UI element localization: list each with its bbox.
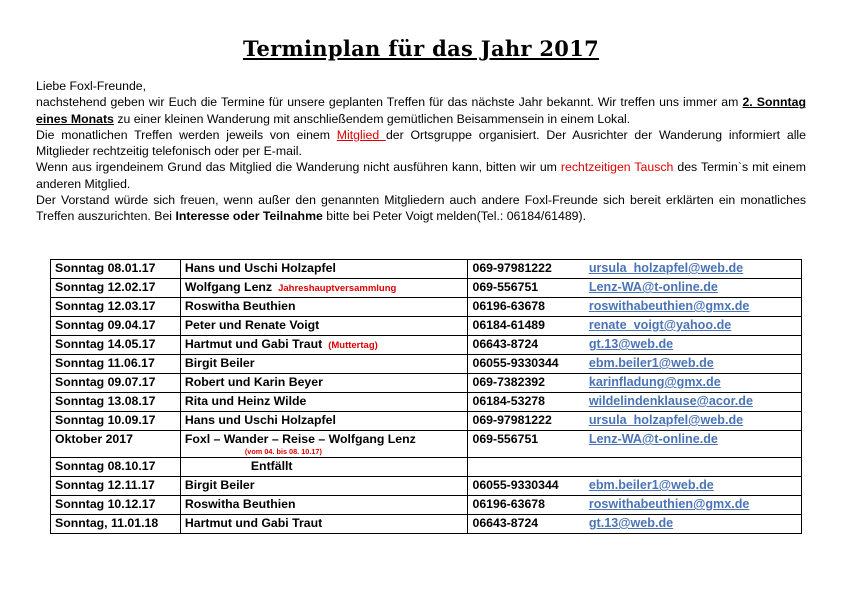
- email-link[interactable]: ursula_holzapfel@web.de: [585, 260, 802, 279]
- host-name: Robert und Karin Beyer: [184, 375, 323, 389]
- phone-cell: 06643-8724: [468, 515, 585, 534]
- host-name: Peter und Renate Voigt: [184, 318, 320, 332]
- phone-cell: 06196-63678: [468, 298, 585, 317]
- date-cell: Sonntag, 11.01.18: [51, 515, 181, 534]
- host-name: Foxl – Wander – Reise – Wolfgang Lenz: [184, 432, 416, 446]
- date-cell: Sonntag 08.10.17: [51, 458, 181, 477]
- email-link[interactable]: karinfladung@gmx.de: [585, 374, 802, 393]
- empty-contact-cell: [468, 458, 802, 477]
- date-cell: Sonntag 09.04.17: [51, 317, 181, 336]
- phone-cell: 069-97981222: [468, 260, 585, 279]
- host-cell: [180, 374, 468, 393]
- date-cell: Oktober 2017: [51, 431, 181, 458]
- host-cell: [180, 317, 468, 336]
- table-row: [51, 393, 802, 412]
- text: bitte bei Peter Voigt melden(Tel.: 06184/61489).: [322, 209, 587, 224]
- table-row: [51, 374, 802, 393]
- host-cell: [180, 355, 468, 374]
- intro-text: [36, 78, 806, 225]
- host-name: Roswitha Beuthien: [184, 497, 296, 511]
- host-cell: [180, 298, 468, 317]
- intro-paragraph-1: [36, 94, 806, 127]
- phone-cell: 06055-9330344: [468, 477, 585, 496]
- highlight-member: Mitglied: [336, 127, 386, 142]
- email-link[interactable]: ebm.beiler1@web.de: [585, 355, 802, 374]
- host-cell: [180, 279, 468, 298]
- date-cell: Sonntag 10.09.17: [51, 412, 181, 431]
- schedule-table: [50, 259, 802, 534]
- phone-cell: 06184-53278: [468, 393, 585, 412]
- table-row: [51, 298, 802, 317]
- highlight-meeting-day: 2. Sonntag eines Monats: [36, 95, 806, 126]
- host-name: Hartmut und Gabi Traut: [184, 337, 323, 351]
- table-row: [51, 515, 802, 534]
- host-name: Rita und Heinz Wilde: [184, 394, 307, 408]
- date-cell: Sonntag 08.01.17: [51, 260, 181, 279]
- date-cell: Sonntag 12.02.17: [51, 279, 181, 298]
- table-row: [51, 260, 802, 279]
- phone-cell: 06055-9330344: [468, 355, 585, 374]
- row-note: (Muttertag): [328, 340, 378, 351]
- host-name: Roswitha Beuthien: [184, 299, 296, 313]
- phone-cell: 06184-61489: [468, 317, 585, 336]
- host-cell: [180, 477, 468, 496]
- phone-cell: 069-7382392: [468, 374, 585, 393]
- date-cell: Sonntag 11.06.17: [51, 355, 181, 374]
- email-link[interactable]: roswithabeuthien@gmx.de: [585, 496, 802, 515]
- host-cell: [180, 458, 468, 477]
- email-link[interactable]: roswithabeuthien@gmx.de: [585, 298, 802, 317]
- email-link[interactable]: wildelindenklause@acor.de: [585, 393, 802, 412]
- date-cell: Sonntag 10.12.17: [51, 496, 181, 515]
- email-link[interactable]: ursula_holzapfel@web.de: [585, 412, 802, 431]
- table-row: [51, 496, 802, 515]
- email-link[interactable]: renate_voigt@yahoo.de: [585, 317, 802, 336]
- host-name: Birgit Beiler: [184, 478, 255, 492]
- table-row: [51, 336, 802, 355]
- intro-paragraph-4: [36, 192, 806, 225]
- text: Wenn aus irgendeinem Grund das Mitglied die Wanderung nicht ausführen kann, bitten wir um: [36, 160, 561, 175]
- cancelled-label: Entfällt: [250, 459, 293, 473]
- table-row: [51, 279, 802, 298]
- host-cell: [180, 336, 468, 355]
- text: der Ortsgruppe organisiert. Der Ausrichter der Wanderung informiert alle Mitglieder rechtzeitig telefonisch oder per E-mail.: [36, 127, 807, 159]
- phone-cell: 069-556751: [468, 279, 585, 298]
- row-subnote: (vom 04. bis 08. 10.17): [244, 447, 322, 456]
- table-row: [51, 355, 802, 374]
- email-link[interactable]: Lenz-WA@t-online.de: [585, 431, 802, 458]
- host-cell: [180, 412, 468, 431]
- highlight-interest: Interesse oder Teilnahme: [175, 209, 323, 224]
- table-row: [51, 412, 802, 431]
- text: Der Vorstand würde sich freuen, wenn außer den genannten Mitgliedern auch andere Foxl-Freunde sich bereit erklärten ein monatliches Treffen auszurichten. Bei: [36, 193, 806, 224]
- host-cell: [180, 496, 468, 515]
- highlight-swap: rechtzeitigen Tausch: [560, 160, 674, 175]
- host-cell: [180, 393, 468, 412]
- email-link[interactable]: gt.13@web.de: [585, 336, 802, 355]
- table-row: [51, 317, 802, 336]
- row-note: Jahreshauptversammlung: [278, 283, 397, 294]
- email-link[interactable]: Lenz-WA@t-online.de: [585, 279, 802, 298]
- intro-paragraph-3: [36, 159, 806, 192]
- text: des Termin`s mit einem anderen Mitglied.: [36, 160, 806, 191]
- table-row: [51, 458, 802, 477]
- date-cell: Sonntag 13.08.17: [51, 393, 181, 412]
- date-cell: Sonntag 12.11.17: [51, 477, 181, 496]
- page-title: Terminplan für das Jahr 2017: [242, 36, 600, 61]
- date-cell: Sonntag 09.07.17: [51, 374, 181, 393]
- host-cell: [180, 515, 468, 534]
- host-name: Wolfgang Lenz: [184, 280, 273, 294]
- phone-cell: 069-97981222: [468, 412, 585, 431]
- text: Die monatlichen Treffen werden jeweils von einem: [36, 127, 337, 142]
- host-name: Birgit Beiler: [184, 356, 255, 370]
- phone-cell: 06196-63678: [468, 496, 585, 515]
- host-cell: [180, 431, 468, 458]
- host-name: Hans und Uschi Holzapfel: [184, 413, 336, 427]
- greeting: Liebe Foxl-Freunde,: [36, 79, 147, 93]
- date-cell: Sonntag 12.03.17: [51, 298, 181, 317]
- email-link[interactable]: ebm.beiler1@web.de: [585, 477, 802, 496]
- table-row: [51, 431, 802, 458]
- table-row: [51, 477, 802, 496]
- host-cell: [180, 260, 468, 279]
- text: zu einer kleinen Wanderung mit anschließendem gemütlichen Beisammensein in einem Lokal.: [113, 111, 631, 126]
- phone-cell: 069-556751: [468, 431, 585, 458]
- date-cell: Sonntag 14.05.17: [51, 336, 181, 355]
- email-link[interactable]: gt.13@web.de: [585, 515, 802, 534]
- intro-paragraph-2: [36, 127, 806, 160]
- phone-cell: 06643-8724: [468, 336, 585, 355]
- host-name: Hartmut und Gabi Traut: [184, 516, 323, 530]
- host-name: Hans und Uschi Holzapfel: [184, 261, 336, 275]
- text: nachstehend geben wir Euch die Termine für unsere geplanten Treffen für das nächste Jahr bekannt. Wir treffen uns immer am: [36, 95, 743, 110]
